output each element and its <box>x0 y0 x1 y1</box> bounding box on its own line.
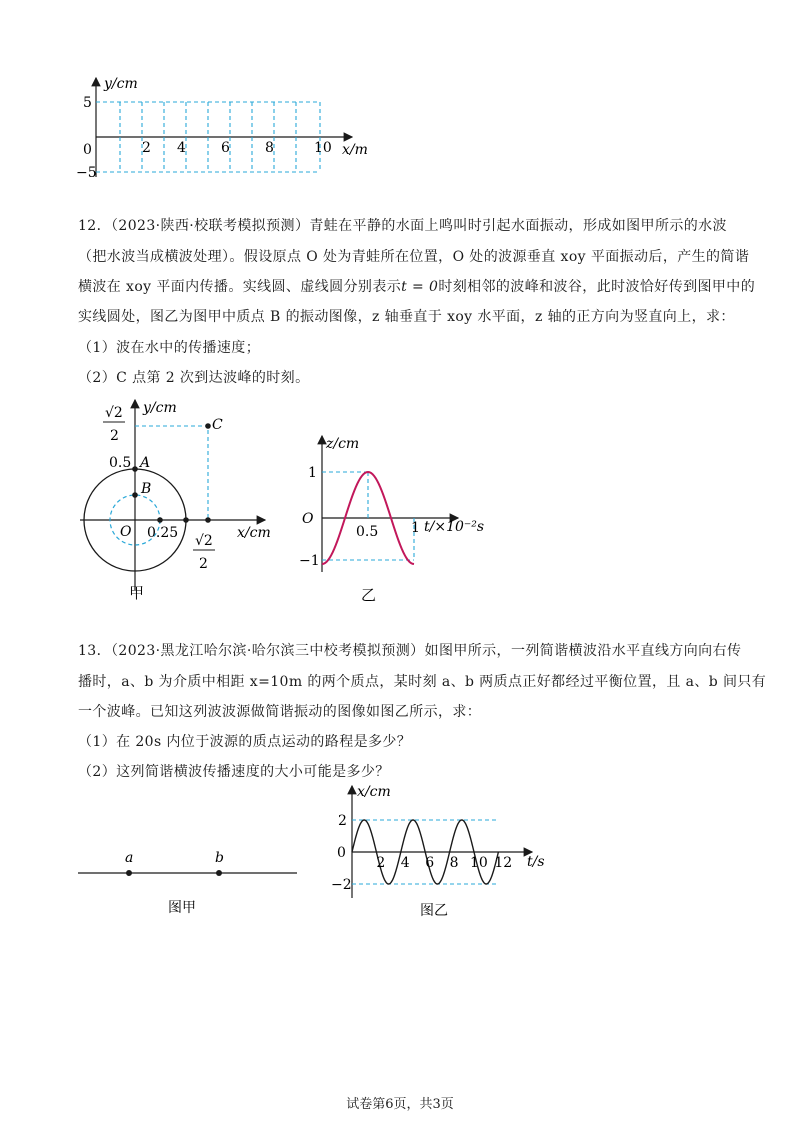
point-c-dot <box>205 423 211 429</box>
t-tick: 6 <box>425 855 435 871</box>
t-tick: 4 <box>400 855 410 871</box>
y-tick-05: 0.5 <box>109 455 132 471</box>
y-tick: −2 <box>331 877 352 893</box>
q13-line1: 13．（2023·黑龙江哈尔滨·哈尔滨三中校考模拟预测）如图甲所示，一列简谐横波沿水平直线方向向右传 <box>78 643 742 659</box>
x-tick-025: 0.25 <box>147 525 179 541</box>
y-axis-label: x/cm <box>357 784 391 800</box>
origin-label: 0 <box>83 142 92 158</box>
origin-label: O <box>302 511 314 527</box>
y-tick: 2 <box>338 813 347 829</box>
z-axis-label: z/cm <box>326 436 360 452</box>
q12-line1-text: 青蛙在平静的水面上鸣叫时引起水面振动，形成如图甲所示的水波 <box>309 218 727 234</box>
sqrt-denominator: 2 <box>110 428 119 444</box>
tick-sqrt2-dot <box>205 517 211 523</box>
x-tick: 2 <box>142 140 151 156</box>
tick-pos1: 1 <box>308 465 317 481</box>
point-b-dot <box>132 492 138 498</box>
caption-jia: 甲 <box>129 584 145 602</box>
sqrt-numerator: √2 <box>195 533 213 549</box>
t-axis-label: t/×10⁻²s <box>424 519 485 535</box>
t-tick: 10 <box>470 855 488 871</box>
q12-line3-b: 时刻相邻的波峰和波谷，此时波恰好传到图甲中的 <box>438 279 756 295</box>
tick-05: 0.5 <box>356 524 379 540</box>
point-a-dot <box>132 466 138 472</box>
y-tick: −5 <box>76 165 97 181</box>
q12-sub2: （2）C 点第 2 次到达波峰的时刻。 <box>78 370 310 386</box>
point-b-dot <box>216 870 222 876</box>
q12-line3 <box>78 276 755 296</box>
caption-yi: 乙 <box>361 586 377 604</box>
point-b-label: B <box>141 481 152 497</box>
t-tick: 8 <box>449 855 459 871</box>
tick-05-dot <box>183 517 189 523</box>
top-wave-figure <box>76 72 370 187</box>
page-footer: 试卷第6页，共3页 <box>346 1097 454 1112</box>
tick-neg1: −1 <box>299 553 320 569</box>
q13-sub2: （2）这列简谐横波传播速度的大小可能是多少？ <box>78 764 390 780</box>
t-axis-label: t/s <box>527 854 545 870</box>
figure-yi <box>298 432 518 607</box>
x-axis-label: x/cm <box>237 525 271 541</box>
q12-line4: 实线圆处，图乙为图甲中质点 B 的振动图像，z 轴垂直于 xoy 水平面，z 轴的正方向为竖直向上，求： <box>78 309 735 325</box>
x-axis-label: x/m <box>342 142 368 158</box>
caption-tujia: 图甲 <box>168 900 196 916</box>
q12-line2: （把水波当成横波处理）。假设原点 O 处为青蛙所在位置，O 处的波源垂直 xoy 平面振动后，产生的简谐 <box>78 249 750 265</box>
origin-label: O <box>120 524 132 540</box>
point-b-label: b <box>215 850 224 866</box>
point-a-label: A <box>140 455 151 471</box>
tick-025-dot <box>157 517 163 523</box>
sqrt-denominator: 2 <box>199 556 208 572</box>
figure-tujia <box>75 840 305 920</box>
sqrt-numerator: √2 <box>105 405 123 421</box>
q12-line3-a: 横波在 xoy 平面内传播。实线圆、虚线圆分别表示 <box>78 279 402 295</box>
x-tick: 8 <box>265 140 274 156</box>
q12-source: 12．（2023·陕西·校联考模拟预测） <box>78 218 310 234</box>
x-tick: 4 <box>177 140 186 156</box>
origin-label: 0 <box>337 845 346 861</box>
tick-1: 1 <box>411 520 420 536</box>
point-a-label: a <box>125 850 134 866</box>
y-tick: 5 <box>83 95 92 111</box>
x-tick: 6 <box>221 140 230 156</box>
figure-tuyi <box>322 780 562 920</box>
point-c-guide <box>135 426 208 520</box>
point-a-dot <box>126 870 132 876</box>
y-axis-label: y/cm <box>143 400 177 416</box>
q13-line2: 播时，a、b 为介质中相距 x=10m 的两个质点，某时刻 a、b 两质点正好都经过平衡位置，且 a、b 间只有 <box>78 674 767 690</box>
q13-line3: 一个波峰。已知这列波波源做简谐振动的图像如图乙所示，求： <box>78 704 482 720</box>
figure-jia <box>75 395 285 605</box>
x-tick: 10 <box>314 140 332 156</box>
point-c-label: C <box>212 417 223 433</box>
t-tick: 12 <box>494 855 513 871</box>
t-tick: 2 <box>376 855 386 871</box>
q12-line3-t: t = 0 <box>401 279 439 295</box>
q13-sub1: （1）在 20s 内位于波源的质点运动的路程是多少？ <box>78 734 412 750</box>
q12-line1 <box>78 215 727 235</box>
q12-sub1: （1）波在水中的传播速度； <box>78 340 261 356</box>
caption-tuyi: 图乙 <box>420 903 448 919</box>
y-axis-label: y/cm <box>104 76 138 92</box>
